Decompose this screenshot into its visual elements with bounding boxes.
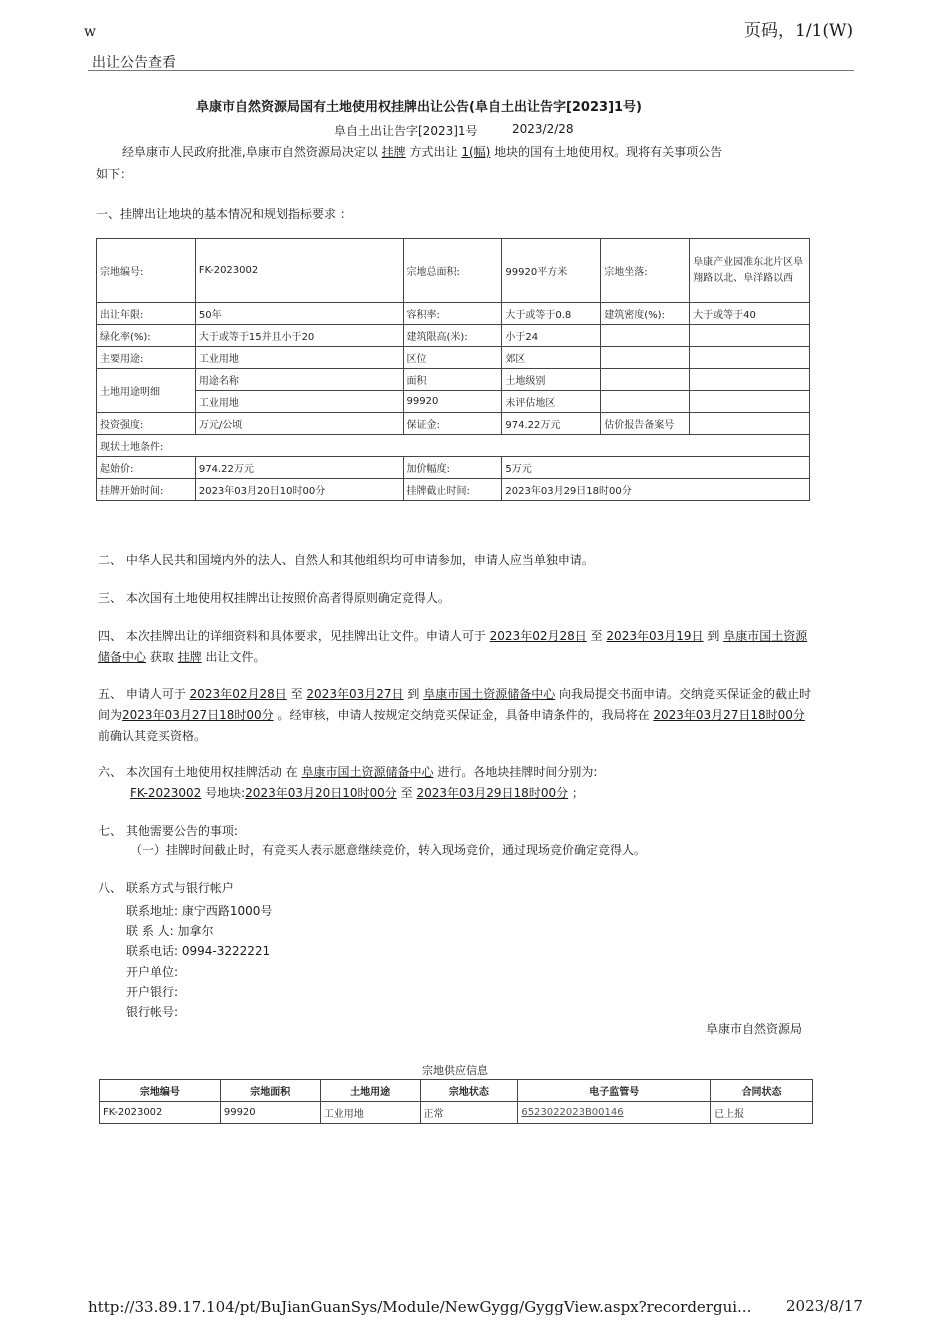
- s5-at: 到: [407, 687, 420, 701]
- contact-person: [126, 922, 214, 939]
- section-2: 二、 中华人民共和国境内外的法人、自然人和其他组织均可申请参加，申请人应当单独申请。: [98, 553, 594, 567]
- s4-place: 阜康市国土资源储备中心: [98, 629, 808, 664]
- cell-value: 5万元: [502, 457, 810, 479]
- value: 康宁西路1000号: [181, 904, 273, 918]
- doc-date: 2023/2/28: [512, 122, 574, 136]
- s5-date-start: 2023年02月28日: [189, 687, 287, 701]
- cell-land-use: 工业用地: [320, 1102, 420, 1124]
- value: 加拿尔: [177, 924, 214, 938]
- cell-label: 宗地坐落:: [601, 239, 690, 303]
- bank-name: 开户银行:: [126, 985, 179, 999]
- s5-place: 阜康市国土资源储备中心: [423, 687, 556, 701]
- cell-label: 挂牌截止时间:: [403, 479, 502, 501]
- page-number: 页码，1/1(W): [744, 21, 854, 41]
- value: 0994-3222221: [181, 944, 271, 958]
- cell-label: 投资强度:: [97, 413, 196, 435]
- header-e-supervision-no: 电子监管号: [518, 1080, 711, 1102]
- cell-value: 小于24: [502, 325, 601, 347]
- cell-label: 建筑限高(米):: [403, 325, 502, 347]
- s6-to: 至: [400, 786, 413, 800]
- section-7-item-1: （一）挂牌时间截止时，有竞买人表示愿意继续竞价，转入现场竞价，通过现场竞价确定竞得人。: [130, 843, 647, 857]
- section-6: [98, 762, 818, 783]
- section-7-heading: 七、 其他需要公告的事项:: [98, 824, 238, 838]
- cell-label: 区位: [403, 347, 502, 369]
- page-url: http://33.89.17.104/pt/BuJianGuanSys/Module/NewGygg/GyggView.aspx?recordergui...: [88, 1298, 752, 1316]
- s5-deposit-deadline: 2023年03月27日18时00分: [122, 708, 274, 722]
- header-parcel-no: 宗地编号: [100, 1080, 221, 1102]
- cell-empty: [690, 369, 810, 391]
- cell-label: 容积率:: [403, 303, 502, 325]
- cell-label: 挂牌开始时间:: [97, 479, 196, 501]
- cell-value: 工业用地: [195, 391, 403, 413]
- cell-empty: [601, 391, 690, 413]
- header-divider: [88, 70, 854, 71]
- cell-label: 加价幅度:: [403, 457, 502, 479]
- cell-parcel-area: 99920: [220, 1102, 320, 1124]
- s4-method: 挂牌: [177, 650, 202, 664]
- cell-label: 宗地总面积:: [403, 239, 502, 303]
- s5-text-e: 前确认其竞买资格。: [98, 729, 207, 743]
- intro-method: 挂牌: [381, 145, 406, 159]
- s6-parcel-label: 号地块:: [205, 786, 246, 800]
- cell-empty: [601, 325, 690, 347]
- cell-contract-status: 已上报: [711, 1102, 813, 1124]
- s5-text: 五、 申请人可于: [98, 687, 186, 701]
- contact-address: [126, 902, 272, 919]
- cell-value: 未评估地区: [502, 391, 601, 413]
- cell-label: 起始价:: [97, 457, 196, 479]
- intro-tail: 如下：: [96, 167, 133, 181]
- cell-value: 大于或等于40: [690, 303, 810, 325]
- s4-at: 到: [707, 629, 720, 643]
- s5-confirm-date: 2023年03月27日18时00分: [653, 708, 805, 722]
- parcel-table: [96, 238, 810, 501]
- section-1-heading: 一、挂牌出让地块的基本情况和规划指标要求 ：: [96, 207, 352, 221]
- table-row: [100, 1102, 813, 1124]
- bank-unit: 开户单位:: [126, 965, 179, 979]
- cell-empty: [690, 347, 810, 369]
- s5-date-end: 2023年03月27日: [306, 687, 404, 701]
- cell-subheader: 土地级别: [502, 369, 601, 391]
- cell-value: 阜康产业园准东北片区阜翔路以北、阜洋路以西: [690, 239, 810, 303]
- cell-empty: [601, 369, 690, 391]
- issuer: 阜康市自然资源局: [706, 1022, 803, 1036]
- s5-text-b: 向我局提交书面申请。交纳竞买保证: [559, 687, 752, 701]
- cell-value: 大于或等于0.8: [502, 303, 601, 325]
- cell-label: 主要用途:: [97, 347, 196, 369]
- cell-value: 50年: [195, 303, 403, 325]
- header-land-use: 土地用途: [320, 1080, 420, 1102]
- s6-date-end: 2023年03月29日18时00分: [416, 786, 569, 800]
- bank-account: 银行帐号:: [126, 1005, 179, 1019]
- section-3: 三、 本次国有土地使用权挂牌出让按照价高者得原则确定竞得人。: [98, 591, 450, 605]
- s4-get: 获取: [149, 650, 174, 664]
- section-5: [98, 684, 818, 747]
- cell-value: 2023年03月20日10时00分: [195, 479, 403, 501]
- s6-text: 六、 本次国有土地使用权挂牌活动: [98, 765, 282, 779]
- cell-label: 出让年限:: [97, 303, 196, 325]
- cell-value: FK-2023002: [195, 239, 403, 303]
- cell-subheader: 面积: [403, 369, 502, 391]
- cell-value: 大于或等于15并且小于20: [195, 325, 403, 347]
- cell-subheader: 用途名称: [195, 369, 403, 391]
- doc-number: 阜自土出让告字[2023]1号: [334, 124, 478, 138]
- cell-label: 建筑密度(%):: [601, 303, 690, 325]
- cell-label: 保证金:: [403, 413, 502, 435]
- cell-value: 99920: [403, 391, 502, 413]
- s4-to: 至: [590, 629, 603, 643]
- s5-text-d: 。经审核，申请人按规定交纳竞买保证金，具备申请条件的，我局将在: [277, 708, 650, 722]
- contact-phone: [126, 942, 270, 959]
- w-mark: w: [84, 24, 96, 40]
- cell-empty: [690, 391, 810, 413]
- section-8-heading: 八、 联系方式与银行帐户: [98, 881, 234, 895]
- cell-empty: [690, 325, 810, 347]
- label: 联系地址:: [126, 904, 179, 918]
- s4-end: 出让文件。: [205, 650, 266, 664]
- cell-label: 宗地编号:: [97, 239, 196, 303]
- header-parcel-area: 宗地面积: [220, 1080, 320, 1102]
- s5-to: 至: [290, 687, 303, 701]
- header-contract-status: 合同状态: [711, 1080, 813, 1102]
- cell-e-supervision-no[interactable]: 6523022023B00146: [518, 1102, 711, 1124]
- s6-place: 阜康市国土资源储备中心: [301, 765, 434, 779]
- cell-label: 绿化率(%):: [97, 325, 196, 347]
- cell-value: 2023年03月29日18时00分: [502, 479, 810, 501]
- s4-date-start: 2023年02月28日: [489, 629, 587, 643]
- s6-end: ；: [571, 786, 584, 800]
- cell-label: 估价报告备案号: [601, 413, 690, 435]
- section-6-schedule: [130, 783, 850, 804]
- s6-date-start: 2023年03月20日10时00分: [245, 786, 397, 800]
- s4-date-end: 2023年03月19日: [606, 629, 704, 643]
- cell-value: 工业用地: [195, 347, 403, 369]
- cell-label: 现状土地条件:: [97, 435, 810, 457]
- cell-value: 974.22万元: [195, 457, 403, 479]
- s5-text-c: 金的截止时间为: [98, 687, 812, 722]
- supply-caption: 宗地供应信息: [422, 1064, 488, 1077]
- header-parcel-status: 宗地状态: [420, 1080, 518, 1102]
- cell-value: 万元/公顷: [195, 413, 403, 435]
- section-4: [98, 626, 818, 668]
- intro-count: 1(幅): [461, 145, 491, 159]
- print-date: 2023/8/17: [786, 1297, 863, 1315]
- s6-at: 在: [285, 765, 298, 779]
- cell-label: 土地用途明细: [97, 369, 196, 413]
- cell-parcel-status: 正常: [420, 1102, 518, 1124]
- cell-value: 郊区: [502, 347, 601, 369]
- cell-empty: [601, 347, 690, 369]
- intro-a: 经阜康市人民政府批准,阜康市自然资源局决定以: [122, 145, 378, 159]
- intro-b: 方式出让: [409, 145, 458, 159]
- s6-text-b: 进行。各地块挂牌时间分别为:: [437, 765, 598, 779]
- cell-empty: [690, 413, 810, 435]
- s4-text: 四、 本次挂牌出让的详细资料和具体要求，见挂牌出让文件。申请人可于: [98, 629, 486, 643]
- notice-title: 阜康市自然资源局国有土地使用权挂牌出让公告(阜自土出让告字[2023]1号): [196, 100, 642, 115]
- cell-parcel-no: FK-2023002: [100, 1102, 221, 1124]
- s6-parcel-code: FK-2023002: [130, 786, 202, 800]
- label: 联系电话:: [126, 944, 179, 958]
- intro-line: [122, 143, 722, 160]
- supply-table: [99, 1079, 813, 1124]
- cell-value: 974.22万元: [502, 413, 601, 435]
- intro-c: 地块的国有土地使用权。现将有关事项公告: [494, 145, 723, 159]
- cell-value: 99920平方米: [502, 239, 601, 303]
- label: 联 系 人:: [126, 924, 174, 938]
- view-title: 出让公告查看: [92, 55, 176, 71]
